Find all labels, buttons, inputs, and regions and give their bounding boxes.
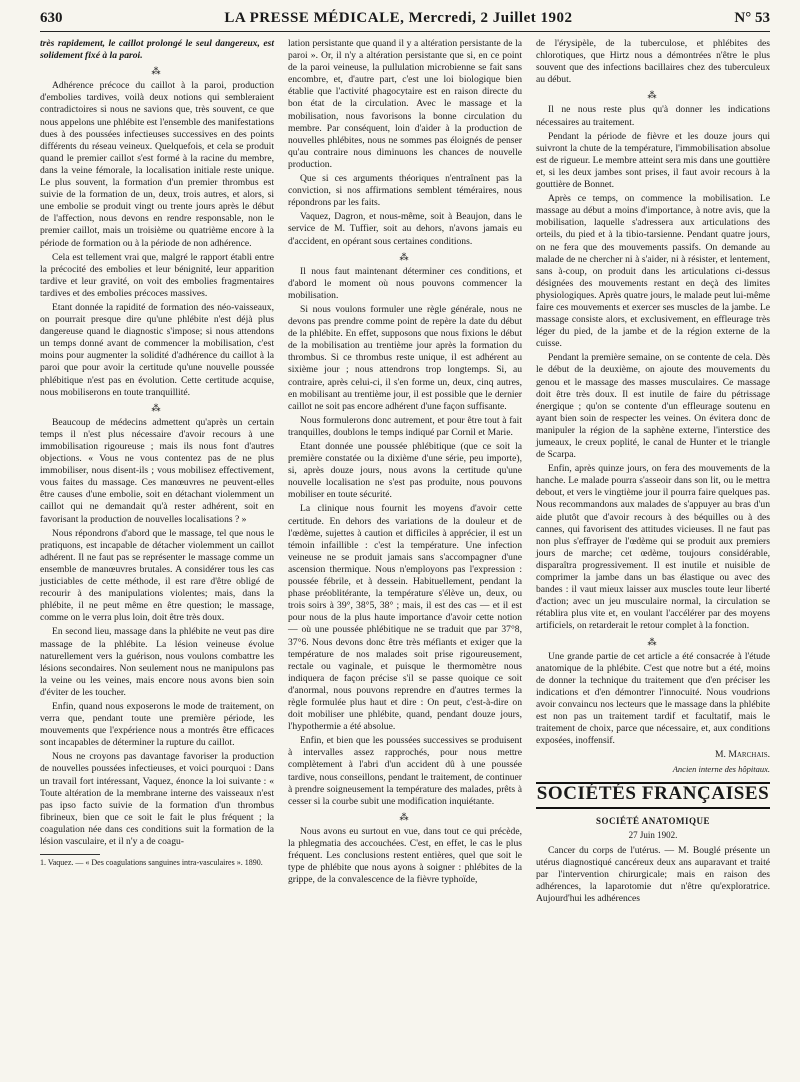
page-number: 630: [40, 10, 63, 26]
author-title: Ancien interne des hôpitaux.: [672, 764, 770, 775]
section-title: SOCIÉTÉ ANATOMIQUE: [596, 815, 710, 826]
paragraph: lation persistante que quand il y a altération persistante de la paroi ». Or, il n'y a altération persistante que si, en ce point de la paroi veineuse, la pullulation microbienne se fait sans encombre, et, d'autre part, c'est une loi biologique bien établie que l'activité phagocytaire est en raison directe du bon état de la circulation. Avec le massage et la mobilisation, nous favorisons la bonne circulation du membre. Par conséquent, loin d'aider à la production de nouvelles phlébites, nous ne sommes pas éloignés de penser qu'au contraire nous diminuons les chances de nouvelle production.: [288, 38, 522, 170]
footnote: 1. Vaquez. — « Des coagulations sanguines intra-vasculaires ». 1890.: [40, 858, 263, 868]
paragraph: Enfin, quand nous exposerons le mode de traitement, on verra que, pendant toute une première période, les mouvements que l'expérience nous a montrés être efficaces sont incapables de déterminer la rupture du caillot.: [40, 700, 274, 749]
paragraph: de l'érysipèle, de la tuberculose, et phlébites des chlorotiques, que Hirtz nous a démontrées n'être le plus souvent que des infections bacillaires chez des tuberculeux au début.: [536, 38, 770, 86]
author-signature: M. Marchais.: [715, 749, 770, 761]
paragraph: Pendant la première semaine, on se contente de cela. Dès le début de la deuxième, on ajoute des mouvements du genou et le massage des masses musculaires. Ce massage doit être très doux. Il est inutile de faire du pétrissage énergique ; qu'on se contente d'un effleurage soutenu en ayant bien soin de respecter les veines. On évitera donc de manipuler la région de la saphène externe, l'interstice des jumeaux, le creux poplité, le canal de Hunter et le triangle de Scarpa.: [536, 352, 770, 461]
paragraph: Après ce temps, on commence la mobilisation. Le massage au début a moins d'importance, à notre avis, que la mobilisation, laquelle s'adressera aux articulations des orteils, du pied et à la tibio-tarsienne. Pendant quatre jours, on ne fera que des mouvements passifs. On demande au malade de ne chercher ni à s'aider, ni à résister, et lentement, sans à-coup, on produit dans les articulations ci-dessus désignées des mouvements restant en deçà des limites physiologiques. Après quatre jours, le malade peut lui-même faire ces mouvements et exercer ses muscles de la jambe. Le massage consiste alors, et exclusivement, en effleurage très léger du pied, de la jambe et de la région externe de la cuisse.: [536, 193, 770, 350]
paragraph: Une grande partie de cet article a été consacrée à l'étude anatomique de la phlébite. C'est que notre but a été, moins de donner la technique du traitement que d'en préciser les indications et d'en démontrer l'innocuité. Nous voudrions avoir convaincu nos lecteurs que le massage dans la phlébite est non pas un traitement tardif et facultatif, mais le traitement de choix, parce que nécessaire, et, aux conditions exposées, inoffensif.: [536, 650, 770, 747]
society-title: SOCIÉTÉS FRANÇAISES: [536, 782, 770, 804]
paragraph: très rapidement, le caillot prolongé le seul dangereux, est solidement fixé à la paroi.: [40, 38, 274, 62]
issue-number: N° 53: [734, 10, 770, 26]
paragraph: Enfin, après quinze jours, on fera des mouvements de la hanche. Le malade pourra s'asseoir dans son lit, ou le mettra debout, et vers le vingtième jour il pourra faire quelques pas. Nous recommandons aux malades de s'appuyer au bras d'un aide plutôt que d'avoir recours à des béquilles ou à des cannes, qui favorisent des attitudes vicieuses. Il ne faut pas non plus s'effrayer de l'œdème qui se produit aux premiers jours de marche; cet œdème, toujours considérable, disparaîtra progressivement. Il est inutile et nuisible de comprimer la jambe dans un bas élastique ou avec des bandes : il vaut mieux laisser aux muscles toute leur liberté d'action; avec un jeu musculaire normal, la circulation se rétablira plus vite et, en voulant l'accélérer par des moyens artificiels, on retarderait le retour complet à la fonction.: [536, 463, 770, 632]
paragraph: En second lieu, massage dans la phlébite ne veut pas dire massage de la phlébite. La lésion veineuse évolue naturellement vers la guérison, nous voulons combattre les lésions secondaires. Non seulement nous ne manipulons pas la veine ou les veines, mais encore nous avons bien soin d'éviter de les toucher.: [40, 626, 274, 698]
section-separator: ⁂: [151, 402, 163, 413]
section-separator: ⁂: [399, 251, 411, 262]
paragraph: Nous avons eu surtout en vue, dans tout ce qui précède, la phlegmatia des accouchées. C'est, en effet, le cas le plus fréquent. Les conclusions restent entières, quel que soit le type de phlébite que nous ayons à soigner : phlébites de la grippe, de la convalescence de la fièvre typhoïde,: [288, 825, 522, 886]
paragraph: Adhérence précoce du caillot à la paroi, production d'embolies tardives, voilà deux notions qui sembleraient contradictoires si nous ne savions que, très souvent, ce que nous appelons une phlébite est l'ensemble des manifestations dues à des poussées infectieuses successives en des points différents du réseau veineux. Quelquefois, et cela se produit quand le premier caillot s'est formé à la racine du membre, dans la veine fémorale, la localisation initiale reste unique. Le plus souvent, la formation d'un premier thrombus est suivie de la formation de un, deux, trois autres, et alors, si une embolie se produit vingt ou trente jours après le début de l'affection, nous devons en rendre responsable, non le premier caillot, mais un troisième ou quatrième encore à la période de formation ou à la période de non adhérence.: [40, 80, 274, 249]
paragraph: Cela est tellement vrai que, malgré le rapport établi entre la précocité des embolies et leur bénignité, leur apparition tardive et leur gravité, on voit des embolies fragmentaires tardives et des embolies précoces massives.: [40, 251, 274, 299]
section-separator: ⁂: [647, 636, 659, 647]
issue-date: Mercredi, 2 Juillet 1902: [408, 10, 573, 26]
column-3: [536, 38, 770, 907]
section-separator: ⁂: [151, 66, 163, 77]
paragraph: Vaquez, Dagron, et nous-même, soit à Beaujon, dans le service de M. Tuffier, soit au dehors, n'avons jamais eu d'accident, en opérant sous certaines conditions.: [288, 211, 522, 247]
article-columns: [40, 38, 770, 907]
column-2: [288, 38, 522, 907]
section-separator: ⁂: [399, 811, 411, 822]
paragraph: Beaucoup de médecins admettent qu'après un certain temps il n'est plus nécessaire d'avoir recours à une immobilisation rigoureuse ; mais ils nous font d'autres objections. « Vous ne vous contentez pas de ne plus immobiliser, nous disent-ils ; vous mobilisez effectivement, vous faites du massage. Ces manœuvres ne peuvent-elles être causes d'une embolie, soit en détachant violemment un caillot qui ne demandait qu'à rester adhérent, soit en favorisant la production de nouvelles localisations ? »: [40, 416, 274, 525]
paragraph: Si nous voulons formuler une règle générale, nous ne devons pas prendre comme point de repère la date du début de la phlébite. En effet, supposons que nous fixions le début de la mobilisation au trentième jour après la formation du thrombus. Si ce thrombus reste unique, il est adhérent au sixième jour ; nous attendrons trop longtemps. Si, au contraire, après celui-ci, il s'en forme un, deux, cinq autres, en mobilisant au trentième jour, il est possible que le dernier caillot ne soit pas encore adhérent d'une façon suffisante.: [288, 303, 522, 412]
journal-masthead: [224, 10, 572, 27]
paragraph: Etant donnée la rapidité de formation des néo-vaisseaux, on pourrait presque dire qu'une phlébite n'est déjà plus dangereuse quand le diagnostic s'impose; si nous attendons un temps donné avant de commencer la mobilisation, c'est moins pour augmenter la solidité d'adhérence du caillot à la paroi que pour avoir la certitude qu'une nouvelle poussée phlébitique n'est pas en évolution. Cette certitude acquise, nous mobiliserons en toute tranquillité.: [40, 301, 274, 398]
footnote-divider: [40, 854, 100, 855]
society-banner: [536, 782, 770, 809]
paragraph: Pendant la période de fièvre et les douze jours qui suivront la chute de la température, l'immobilisation absolue est de rigueur. Le membre atteint sera mis dans une gouttière et, si les deux jambes sont prises, il faut avoir recours à la gouttière de Bonnet.: [536, 130, 770, 191]
paragraph: Etant donnée une poussée phlébitique (que ce soit la première constatée ou la dixième d'une série, peu importe), si, après douze jours, nous avons la certitude qu'une nouvelle localisation ne s'est pas produite, nous pouvons mobiliser en toute sécurité.: [288, 441, 522, 501]
paragraph: Enfin, et bien que les poussées successives se produisent à intervalles assez rapprochés, pour nous mettre complètement à l'abri d'un accident dû à une poussée tardive, nous conseillons, pendant le traitement, de continuer à prendre soigneusement la température des malades, prêts à cesser si la courbe subit une modification inquiétante.: [288, 735, 522, 807]
page-header: [40, 10, 770, 32]
paragraph: Nous répondrons d'abord que le massage, tel que nous le pratiquons, est incapable de détacher violemment un caillot adhérent. Il ne faut pas se représenter le massage comme un ensemble de manœuvres brutales. A considérer tous les cas justiciables de cette méthode, il est rare d'être obligé de recourir à des manipulations violentes; mais, dans la phlébite, il ne peut même en être question; le massage, comme on le verra plus loin, doit être très doux.: [40, 527, 274, 624]
paragraph: La clinique nous fournit les moyens d'avoir cette certitude. En dehors des variations de la douleur et de l'œdème, sujettes à caution et difficiles à apprécier, il est un témoin infaillible : c'est la température. Une infection veineuse ne se produit jamais sans s'accompagner d'une ascension thermique. Nous n'employons pas l'expression : poussée fébrile, et à dessein. Habituellement, pendant la phase préoblitérante, la température s'élève un, deux, ou trois soirs à 39°, 38°5, 38° ; mais, il est des cas — et il est pour nous de la plus haute importance d'avoir cette notion — où une poussée phlébitique ne se traduit que par 37°8, 37°6. Nous devons donc être très méfiants et exiger que la température de nos malades soit prise rigoureusement, rectale ou vaginale, et puisque le thermomètre nous indiquera de façon précise s'il se passe quoique ce soit d'anormal, nous pouvons reprendre en d'autres termes la règle formulée plus haut et dire : On peut, c'est-à-dire on doit mobiliser une phlébite, quand, pendant douze jours, l'hypothermie a été absolue.: [288, 503, 522, 733]
paragraph: Il nous faut maintenant déterminer ces conditions, et d'abord le moment où nous pouvons commencer la mobilisation.: [288, 265, 522, 301]
paragraph: Cancer du corps de l'utérus. — M. Bouglé présente un utérus diagnostiqué cancéreux deux ans auparavant et traité par l'intervention chirurgicale; mais en raison des adhérences, la laparotomie dut n'être qu'exploratrice. Aujourd'hui les adhérences: [536, 844, 770, 905]
section-date: 27 Juin 1902.: [628, 829, 678, 840]
section-separator: ⁂: [647, 90, 659, 101]
paragraph: Nous ne croyons pas davantage favoriser la production de nouvelles poussées infectieuses, et voici pourquoi : Dans un travail fort intéressant, Vaquez, énonce la loi suivante : « Toute altération de la membrane interne des vaisseaux n'est pas ipso facto suivie de la formation d'un thrombus fibrineux, bien que ce soit le fait le plus fréquent ; la coagulation née dans ces conditions suit la formation de la lésion vasculaire, et il n'y a de coagu-: [40, 751, 274, 847]
paragraph: Que si ces arguments théoriques n'entraînent pas la conviction, si nos affirmations semblent téméraires, nous répondrons par les faits.: [288, 173, 522, 209]
paragraph: Il ne nous reste plus qu'à donner les indications nécessaires au traitement.: [536, 104, 770, 128]
journal-title: LA PRESSE MÉDICALE,: [224, 10, 405, 26]
column-1: [40, 38, 274, 907]
paragraph: Nous formulerons donc autrement, et pour être tout à fait tranquilles, doublons le temps indiqué par Cornil et Marie.: [288, 414, 522, 438]
